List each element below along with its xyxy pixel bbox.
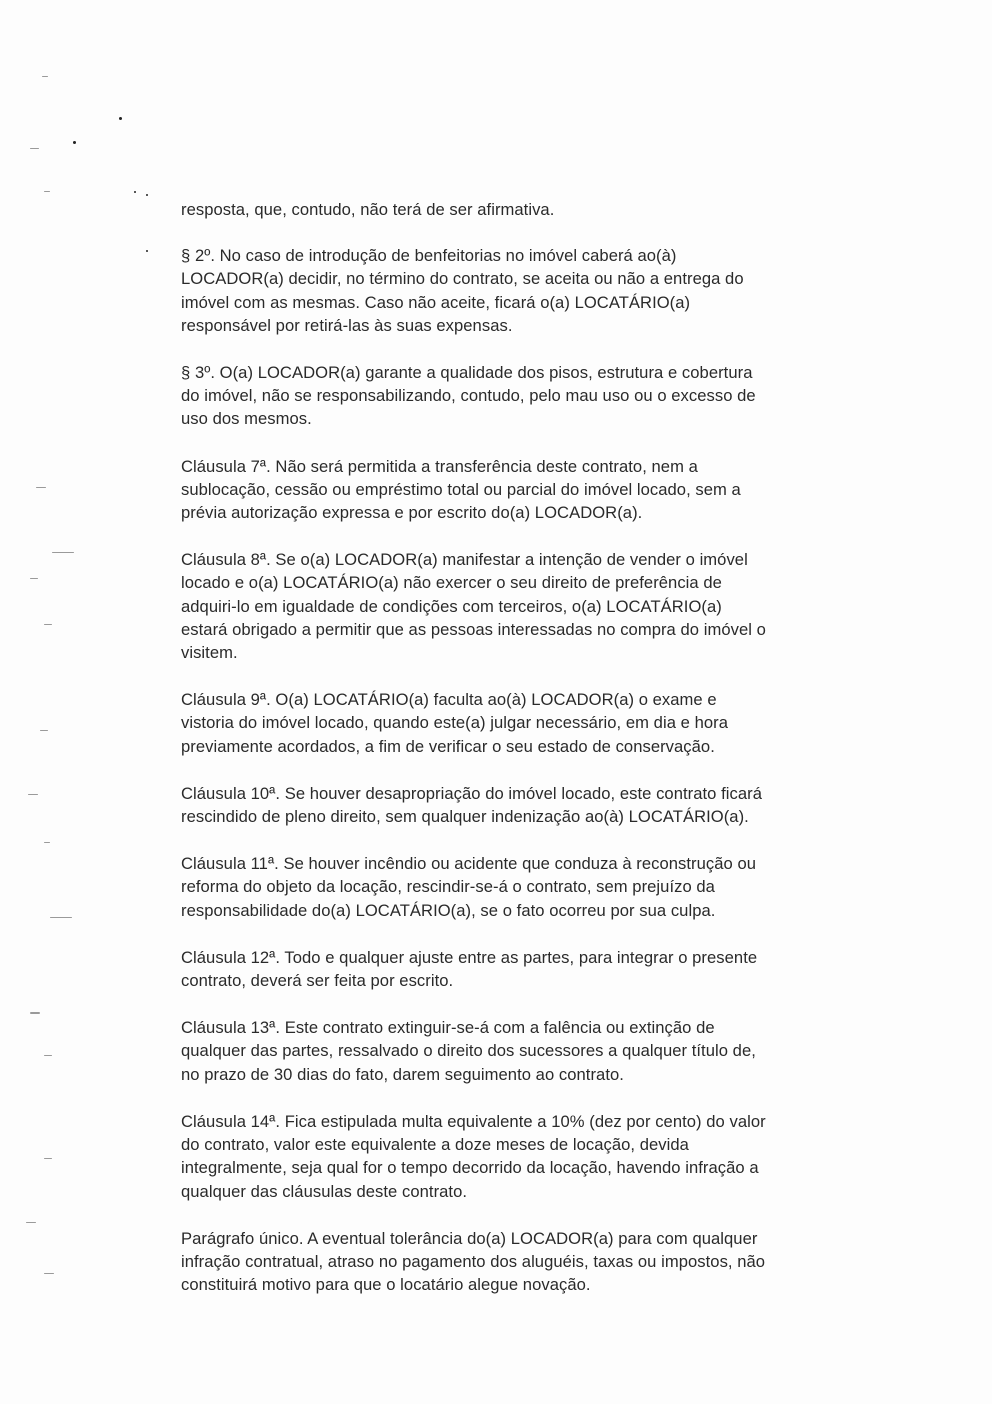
paragraph-clause-14: Cláusula 14ª. Fica estipulada multa equivalente a 10% (dez por cento) do valor do contrato, valor este equivalente a doze meses de locação, devida integralmente, seja qual for o tempo decorrido da locação, havendo infração a qualquer das cláusulas deste contrato. — [181, 1111, 766, 1201]
paragraph-continuation: resposta, que, contudo, não terá de ser afirmativa. — [181, 200, 555, 219]
paragraph-clause-11: Cláusula 11ª. Se houver incêndio ou acidente que conduza à reconstrução ou reforma do objeto da locação, rescindir-se-á o contrato, sem prejuízo da responsabilidade do(a) LOCATÁRIO(a), se o fato ocorreu por sua culpa. — [181, 854, 757, 920]
paragraph-clause-8: Cláusula 8ª. Se o(a) LOCADOR(a) manifestar a intenção de vender o imóvel locado e o(a) LOCATÁRIO(a) não exercer o seu direito de preferência de adquiri-lo em igualdade de condições com terceiros, o(a) LOCATÁRIO(a) estará obrigado a permitir que as pessoas interessadas no compra do imóvel o visitem. — [181, 550, 766, 663]
paragraph-section-3: § 3º. O(a) LOCADOR(a) garante a qualidade dos pisos, estrutura e cobertura do imóvel, não se responsabilizando, contudo, pelo mau uso ou o excesso de uso dos mesmos. — [181, 363, 756, 429]
paragraph-clause-10: Cláusula 10ª. Se houver desapropriação do imóvel locado, este contrato ficará rescindido de pleno direito, sem qualquer indenização ao(à) LOCATÁRIO(a). — [181, 783, 762, 827]
contract-text — [181, 198, 841, 1320]
paragraph-section-2: § 2º. No caso de introdução de benfeitorias no imóvel caberá ao(à) LOCADOR(a) decidir, no término do contrato, se aceita ou não a entrega do imóvel com as mesmas. Caso não aceite, ficará o(a) LOCATÁRIO(a) responsável por retirá-las às suas expensas. — [181, 246, 744, 335]
paragraph-clause-12: Cláusula 12ª. Todo e qualquer ajuste entre as partes, para integrar o presente contrato, deverá ser feita por escrito. — [181, 947, 758, 991]
paragraph-clause-13: Cláusula 13ª. Este contrato extinguir-se-á com a falência ou extinção de qualquer das partes, ressalvado o direito dos sucessores a qualquer título de, no prazo de 30 dias do fato, darem seguimento ao contrato. — [181, 1018, 756, 1084]
paragraph-clause-7: Cláusula 7ª. Não será permitida a transferência deste contrato, nem a sublocação, cessão ou empréstimo total ou parcial do imóvel locado, sem a prévia autorização expressa e por escrito do(a) LOCADOR(a). — [181, 456, 741, 523]
paragraph-clause-9: Cláusula 9ª. O(a) LOCATÁRIO(a) faculta ao(à) LOCADOR(a) o exame e vistoria do imóvel locado, quando este(a) julgar necessário, em dia e hora previamente acordados, a fim de verificar o seu estado de conservação. — [181, 690, 728, 756]
paragraph-unique: Parágrafo único. A eventual tolerância do(a) LOCADOR(a) para com qualquer infração contratual, atraso no pagamento dos aluguéis, taxas ou impostos, não constituirá motivo para que o locatário alegue novação. — [181, 1228, 766, 1295]
